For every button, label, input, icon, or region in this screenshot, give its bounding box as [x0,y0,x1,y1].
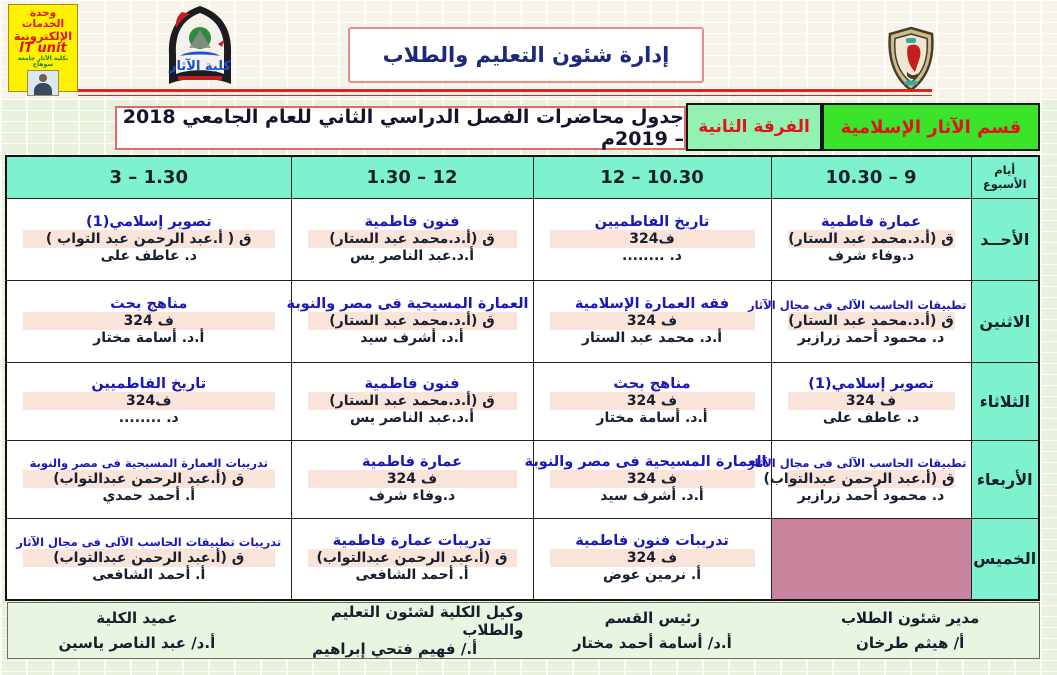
signature-vice-dean [266,603,524,658]
signature-title: مدير شئون الطلاب [840,609,980,628]
college-logo-icon [152,4,248,98]
room-label: ف324 [23,392,275,410]
room-label: ف 324 [550,549,755,567]
admin-title-box [348,27,704,83]
day-label: الاثنين [971,280,1039,362]
it-unit-badge [8,4,78,92]
room-label: ف 324 [550,392,755,410]
instructor-name: أ.د.عبد الناصر يس [349,247,475,264]
header-band [0,0,1057,100]
signature-dean [8,603,266,658]
schedule-cell [747,280,971,362]
signature-title: وكيل الكلية لشئون التعليم والطلاب [330,603,524,640]
table-row-sunday [6,198,1039,280]
empty-cell [771,518,971,600]
course-name: عمارة فاطمية [361,453,463,470]
signature-name: أ.د/ عبد الناصر ياسين [58,633,216,652]
day-label: الخميس [971,518,1039,600]
room-label: ف 324 [23,312,275,330]
table-row-tuesday [6,362,1039,440]
signature-title: رئيس القسم [604,609,701,628]
instructor-name: د. عاطف على [100,247,197,264]
room-label: ق ( أ.عبد الرحمن عبد التواب ) [23,230,275,248]
room-label: ق (أ.عبد الرحمن عبدالتواب) [308,549,517,567]
admin-title-text: إدارة شئون التعليم والطلاب [382,43,670,67]
instructor-name: أ.د. محمد عبد الستار [581,329,723,346]
schedule-cell [771,198,971,280]
room-label: ف324 [550,230,755,248]
time-header-3: 1.30 – 12 [291,156,533,198]
room-label: ق (أ.د.محمد عبد الستار) [308,312,517,330]
it-badge-line4: بكلية الآثار جامعة سوهاج [17,54,69,69]
photo-torso-shape [34,83,52,95]
course-name: فنون فاطمية [364,213,460,230]
instructor-name: أ.د. أشرف سيد [600,487,704,504]
course-name: تدريبات العمارة المسيحية فى مصر والنوبة [29,455,268,470]
schedule-cell [291,440,533,518]
course-name: العمارة المسيحية فى مصر والنوبة [524,453,767,470]
instructor-name: أ.د. أسامة مختار [93,329,205,346]
course-name: مناهج بحث [613,375,691,392]
room-label: ق (أ.عبد الرحمن عبدالتواب) [23,549,275,567]
signature-name: أ./ فهيم فتحي إبراهيم [312,639,478,658]
grade-badge: الفرقة الثانية [686,103,822,151]
signature-student-affairs-director [781,603,1039,658]
table-row-wednesday [6,440,1039,518]
course-name: تدريبات تطبيقات الحاسب الآلى فى مجال الآثار [16,535,282,550]
instructor-name: د.وفاء شرف [368,487,456,504]
day-label: الأحــد [971,198,1039,280]
signature-department-head [524,603,782,658]
instructor-name: د. محمود أحمد زرازير [797,329,945,346]
schedule-cell [533,198,771,280]
course-name: مناهج بحث [110,295,188,312]
course-name: تدريبات فنون فاطمية [575,533,729,550]
room-label: ق (أ.عبد الرحمن عبدالتواب) [23,470,275,488]
instructor-name: أ. أحمد حمدي [102,487,196,504]
course-name: تصوير إسلامي(1) [808,375,934,392]
svg-text:كلية الآثار: كلية الآثار [169,59,231,74]
signature-name: أ.د/ أسامة أحمد مختار [573,633,732,652]
schedule-cell [524,440,771,518]
schedule-cell [286,280,533,362]
schedule-cell [291,198,533,280]
instructor-name: أ.د.عبد الناصر يس [349,409,475,426]
days-header-cell: أيام الأسبوع [971,156,1039,198]
header-separator-line [78,89,932,96]
instructor-name: أ. نرمين عوض [603,567,701,584]
course-name: تاريخ الفاطميين [594,213,710,230]
table-header-row [6,156,1039,198]
schedule-cell [533,362,771,440]
university-emblem-icon [884,26,938,92]
instructor-name: أ.د. أشرف سيد [360,329,464,346]
room-label: ق (أ.عبد الرحمن عبدالتواب) [763,470,955,487]
table-row-monday [6,280,1039,362]
schedule-cell [6,440,291,518]
table-row-thursday [6,518,1039,600]
instructor-name: أ. أحمد الشافعى [92,567,206,584]
schedule-cell [771,362,971,440]
room-label: ف 324 [550,470,755,488]
person-photo-icon [27,70,59,96]
it-badge-line1: وحدة الخدمات [21,7,65,31]
schedule-cell [6,198,291,280]
instructor-name: د.وفاء شرف [827,247,915,264]
room-label: ق (أ.د.محمد عبد الستار) [788,230,954,247]
day-label: الثلاثاء [971,362,1039,440]
instructor-name: د. ........ [118,409,179,426]
time-header-1: 10.30 – 9 [771,156,971,198]
room-label: ق (أ.د.محمد عبد الستار) [308,392,517,410]
signatures-footer [7,602,1040,659]
course-name: تطبيقات الحاسب الآلى فى مجال الآثار [747,297,967,312]
time-header-2: 12 – 10.30 [533,156,771,198]
day-label: الأربعاء [971,440,1039,518]
instructor-name: د. عاطف على [822,409,920,426]
schedule-cell [6,280,291,362]
room-label: ق (أ.د.محمد عبد الستار) [788,312,954,329]
course-name: تطبيقات الحاسب الآلى فى مجال الآثار [747,455,967,470]
department-badge: قسم الآثار الإسلامية [822,103,1040,151]
course-name: تاريخ الفاطميين [91,375,207,392]
schedule-cell [533,280,771,362]
instructor-name: د. ........ [622,247,682,264]
schedule-cell [747,440,971,518]
schedule-cell [533,518,771,600]
schedule-title: جدول محاضرات الفصل الدراسي الثاني للعام الجامعي 2018 – 2019م [115,106,686,150]
course-name: تصوير إسلامي(1) [85,213,212,230]
signature-title: عميد الكلية [96,609,178,628]
course-name: فقه العمارة الإسلامية [574,295,730,312]
instructor-name: أ.د. أسامة مختار [596,409,708,426]
schedule-cell [6,362,291,440]
schedule-cell [291,362,533,440]
time-header-4: 3 – 1.30 [6,156,291,198]
signature-name: أ/ هيثم طرخان [856,633,965,652]
photo-head-shape [39,74,47,82]
instructor-name: د. محمود أحمد زرازير [797,487,945,504]
course-name: العمارة المسيحية فى مصر والنوبة [286,295,529,312]
schedule-cell [291,518,533,600]
schedule-table [5,155,1040,601]
course-name: فنون فاطمية [364,375,460,392]
course-name: عمارة فاطمية [820,213,922,230]
room-label: ف 324 [550,312,755,330]
instructor-name: أ. أحمد الشافعى [355,567,469,584]
it-badge-line3: IT unit [19,41,67,57]
course-name: تدريبات عمارة فاطمية [332,533,492,550]
room-label: ق (أ.د.محمد عبد الستار) [308,230,517,248]
room-label: ف 324 [788,392,955,410]
schedule-cell [6,518,291,600]
it-badge-line2: الإلكترونية [13,29,73,44]
room-label: ف 324 [308,470,517,488]
